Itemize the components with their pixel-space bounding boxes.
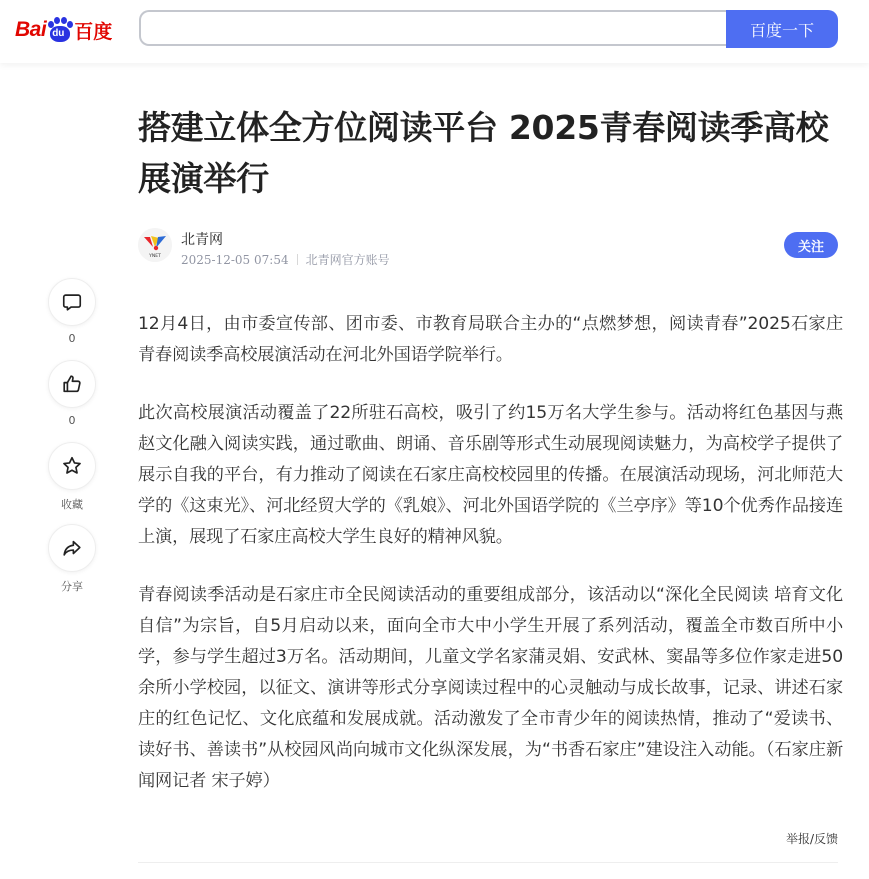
favorite-button[interactable] (48, 442, 96, 490)
comment-action[interactable] (48, 278, 96, 345)
favorite-action[interactable] (48, 442, 96, 512)
ynet-bird-icon (138, 228, 172, 262)
logo-paw-text: du (52, 28, 65, 39)
article-paragraph: 青春阅读季活动是石家庄市全民阅读活动的重要组成部分，该活动以“深化全民阅读 培育文化自信”为宗旨，自5月启动以来，面向全市大中小学生开展了系列活动，覆盖全市数百所中小学，参与学生超过3万名。活动期间，儿童文学名家蒲灵娟、安武林、窦晶等多位作家走进50余所小学校园，以征文、演讲等形式分享阅读过程中的心灵触动与成长故事，记录、讲述石家庄的红色记忆、文化底蕴和发展成就。活动激发了全市青少年的阅读热情，推动了“爱读书、读好书、善读书”从校园风尚向城市文化纵深发展，为“书香石家庄”建设注入动能。（石家庄新闻网记者 宋子婷） (138, 585, 843, 791)
meta-divider (297, 254, 298, 265)
thumbs-up-icon (61, 373, 83, 395)
comment-icon (61, 291, 83, 313)
account-type: 北青网官方账号 (305, 253, 390, 267)
follow-button[interactable]: 关注 (784, 232, 838, 258)
like-action[interactable] (48, 360, 96, 427)
report-feedback-link[interactable]: 举报/反馈 (786, 832, 839, 846)
share-label: 分享 (61, 580, 83, 593)
avatar-text: YNET (149, 254, 161, 259)
share-button[interactable] (48, 524, 96, 572)
top-bar (0, 0, 869, 63)
search-box (139, 10, 726, 46)
comment-count: 0 (68, 332, 76, 345)
article-paragraph: 此次高校展演活动覆盖了22所驻石高校，吸引了约15万名大学生参与。活动将红色基因与燕赵文化融入阅读实践，通过歌曲、朗诵、音乐剧等形式生动展现阅读魅力，为高校学子提供了展示自我的平台，有力推动了阅读在石家庄高校校园里的传播。在展演活动现场，河北师范大学的《这束光》、河北经贸大学的《乳娘》、河北外国语学院的《兰亭序》等10个优秀作品接连上演，展现了石家庄高校大学生良好的精神风貌。 (138, 403, 843, 547)
logo-latin-text: Bai (15, 18, 47, 41)
like-button[interactable] (48, 360, 96, 408)
publish-date: 2025-12-05 07:54 (181, 252, 289, 267)
author-name[interactable]: 北青网 (181, 232, 223, 248)
paw-icon (47, 17, 73, 43)
author-meta (181, 251, 390, 268)
logo-chinese-text: 百度 (74, 21, 113, 43)
article-body (138, 309, 843, 824)
author-avatar[interactable] (138, 228, 172, 262)
search-button[interactable]: 百度一下 (726, 10, 838, 48)
article-title: 搭建立体全方位阅读平台 2025青春阅读季高校展演举行 (138, 108, 829, 198)
star-icon (61, 455, 83, 477)
search-input[interactable] (141, 12, 726, 44)
article-paragraph: 12月4日，由市委宣传部、团市委、市教育局联合主办的“点燃梦想，阅读青春”2025石家庄青春阅读季高校展演活动在河北外国语学院举行。 (138, 314, 843, 365)
comment-button[interactable] (48, 278, 96, 326)
like-count: 0 (68, 414, 76, 427)
share-icon (61, 537, 83, 559)
baidu-logo[interactable] (15, 12, 125, 48)
footer-divider (138, 862, 838, 863)
share-action[interactable] (48, 524, 96, 594)
favorite-label: 收藏 (61, 498, 83, 511)
